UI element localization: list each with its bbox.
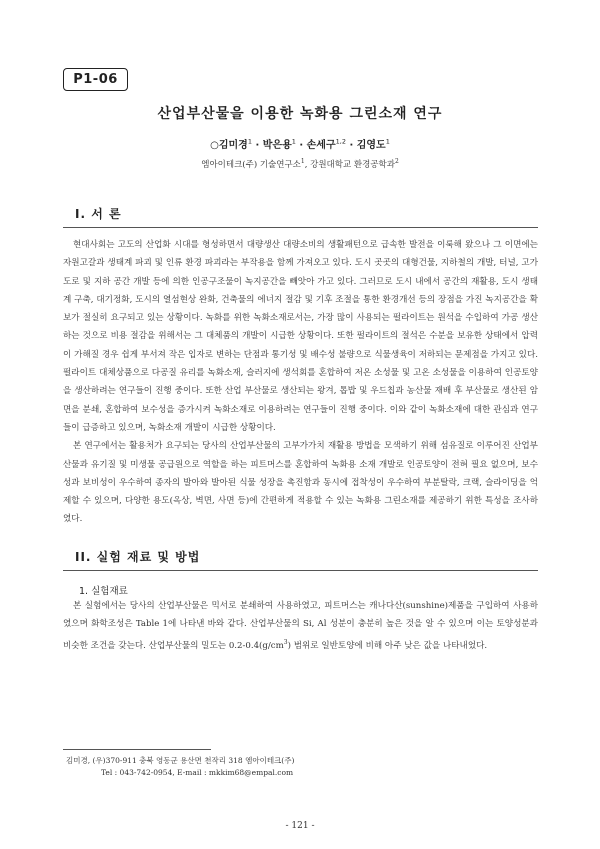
affiliation-line: [0, 158, 600, 170]
subsection-heading-materials: 1. 실험재료: [79, 586, 128, 597]
section-divider: [63, 570, 538, 571]
introduction-body: [63, 236, 538, 529]
paper-title: 산업부산물을 이용한 녹화용 그린소재 연구: [157, 106, 443, 122]
affiliation-mark-1: 1: [300, 158, 305, 166]
affiliation-1: 엠아이테크(주) 기술연구소: [201, 160, 301, 170]
affiliation-2: , 강원대학교 환경공학과: [304, 160, 395, 170]
author-affil-mark: 1: [385, 137, 390, 146]
footnote-divider: [63, 749, 211, 750]
paragraph: 현대사회는 고도의 산업화 시대를 형성하면서 대량생산 대량소비의 생활패턴으로 급속한 발전을 이룩해 왔으나 그 이면에는 자원고갈과 생태계 파괴 및 인류 환경 파괴라는 부작용을 함께 가져오고 있다. 도시 곳곳의 대형건물, 지하철의 개발, 터널, 고가도로 및 지하 공간 개발 등에 의한 인공구조물이 녹지공간을 빼앗아 가고 있다. 그러므로 도시 내에서 공간의 재활용, 도시 생태계 구축, 대기정화, 도시의 열섬현상 완화, 건축물의 에너지 절감 및 기후 조절을 통한 환경개선 등의 장점을 가진 녹지공간을 확보가 절실히 요구되고 있는 상황이다. 녹화를 위한 녹화소재로서는, 가장 많이 사용되는 펄라이트는 원석을 수입하여 가공 생산하는 것으로 비용 절감을 위해서는 그 대체품의 개발이 시급한 상황이다. 또한 펄라이트의 절석은 수분을 보유한 상태에서 압력이 가해질 경우 쉽게 부서져 작은 입자로 변하는 단점과 통기성 및 배수성 불량으로 식물생육이 저하되는 문제점을 가지고 있다. 펄라이트 대체상품으로 다공질 유리를 녹화소재, 슬러지에 생석회를 혼합하여 저온 소성물 및 고온 소성물을 이용하여 인공토양을 생산하려는 연구들이 진행 중이다. 또한 산업 부산물로 생산되는 왕겨, 톱밥 및 우드칩과 농산물 재배 후 부산물로 생산된 암면을 분쇄, 혼합하여 보수성을 증가시켜 녹화소재로 이용하려는 연구들이 진행 중이다. 이와 같이 녹화소재에 대한 관심과 연구들이 급증하고 있으며, 녹화소재 개발이 시급한 상황이다.: [63, 240, 538, 433]
section-heading-methods: II. 실험 재료 및 방법: [75, 550, 201, 564]
author-separator: ·: [251, 140, 263, 151]
paragraph-text: ) 범위로 일반토양에 비해 아주 낮은 값을 나타내었다.: [287, 640, 488, 651]
footnote-contact: Tel : 043-742-0954, E-mail : mkkim68@empal.com: [101, 768, 294, 777]
author-name: 박은용: [262, 140, 292, 151]
affiliation-mark-2: 2: [394, 158, 399, 166]
paragraph: 본 연구에서는 활용처가 요구되는 당사의 산업부산물의 고부가가치 재활용 방법을 모색하기 위해 섬유질로 이루어진 산업부산물과 유기질 및 미생물 공급원으로 역할을 하는 피트머스를 혼합하여 녹화용 소재 개발로 인공토양이 전혀 필요 없으며, 보수성과 보비성이 우수하여 종자의 발아와 발아된 식물 성장을 촉진함과 동시에 접착성이 우수하여 부분탈락, 크랙, 슬라이딩을 억제할 수 있으며, 다양한 용도(옥상, 벽면, 사면 등)에 간편하게 적용할 수 있는 녹화용 그린소재를 제공하기 위한 특성을 조사하였다.: [63, 441, 538, 525]
author-separator: ·: [295, 140, 307, 151]
author-separator: ·: [345, 140, 357, 151]
paragraph: [63, 597, 538, 655]
footnote-address: 김미경, (우)370-911 충북 영동군 용산면 천작리 318 엠아이테크(주): [66, 756, 295, 765]
paragraph-text: 본 실험에서는 당사의 산업부산물은 믹서로 분쇄하여 사용하였고, 피트머스는 캐나다산(sunshine)제품을 구입하여 사용하였으며 화학조성은 Table 1에 나타낸 바와 같다. 산업부산물의 Si, Al 성분이 충분히 높은 것을 알 수 있으며 이는 토양성분과 비슷한 조건을 갖는다. 산업부산물의 밀도는 0.2-0.4(g/cm: [63, 601, 538, 651]
author-affil-mark: 1: [247, 137, 252, 146]
page-number: - 121 -: [285, 821, 315, 831]
author-affil-mark: 1,2: [335, 137, 346, 146]
section-heading-introduction: I. 서 론: [75, 207, 122, 221]
unit-exponent: 3: [283, 638, 288, 646]
poster-tag: P1-06: [63, 68, 128, 91]
author-line: [0, 136, 600, 151]
author-name: 손세구: [306, 140, 336, 151]
author-marker: ○: [210, 140, 219, 151]
author-name: 김미경: [218, 140, 248, 151]
materials-body: [63, 597, 538, 655]
author-affil-mark: 1: [291, 137, 296, 146]
section-divider: [63, 227, 538, 228]
author-name: 김영도: [356, 140, 386, 151]
